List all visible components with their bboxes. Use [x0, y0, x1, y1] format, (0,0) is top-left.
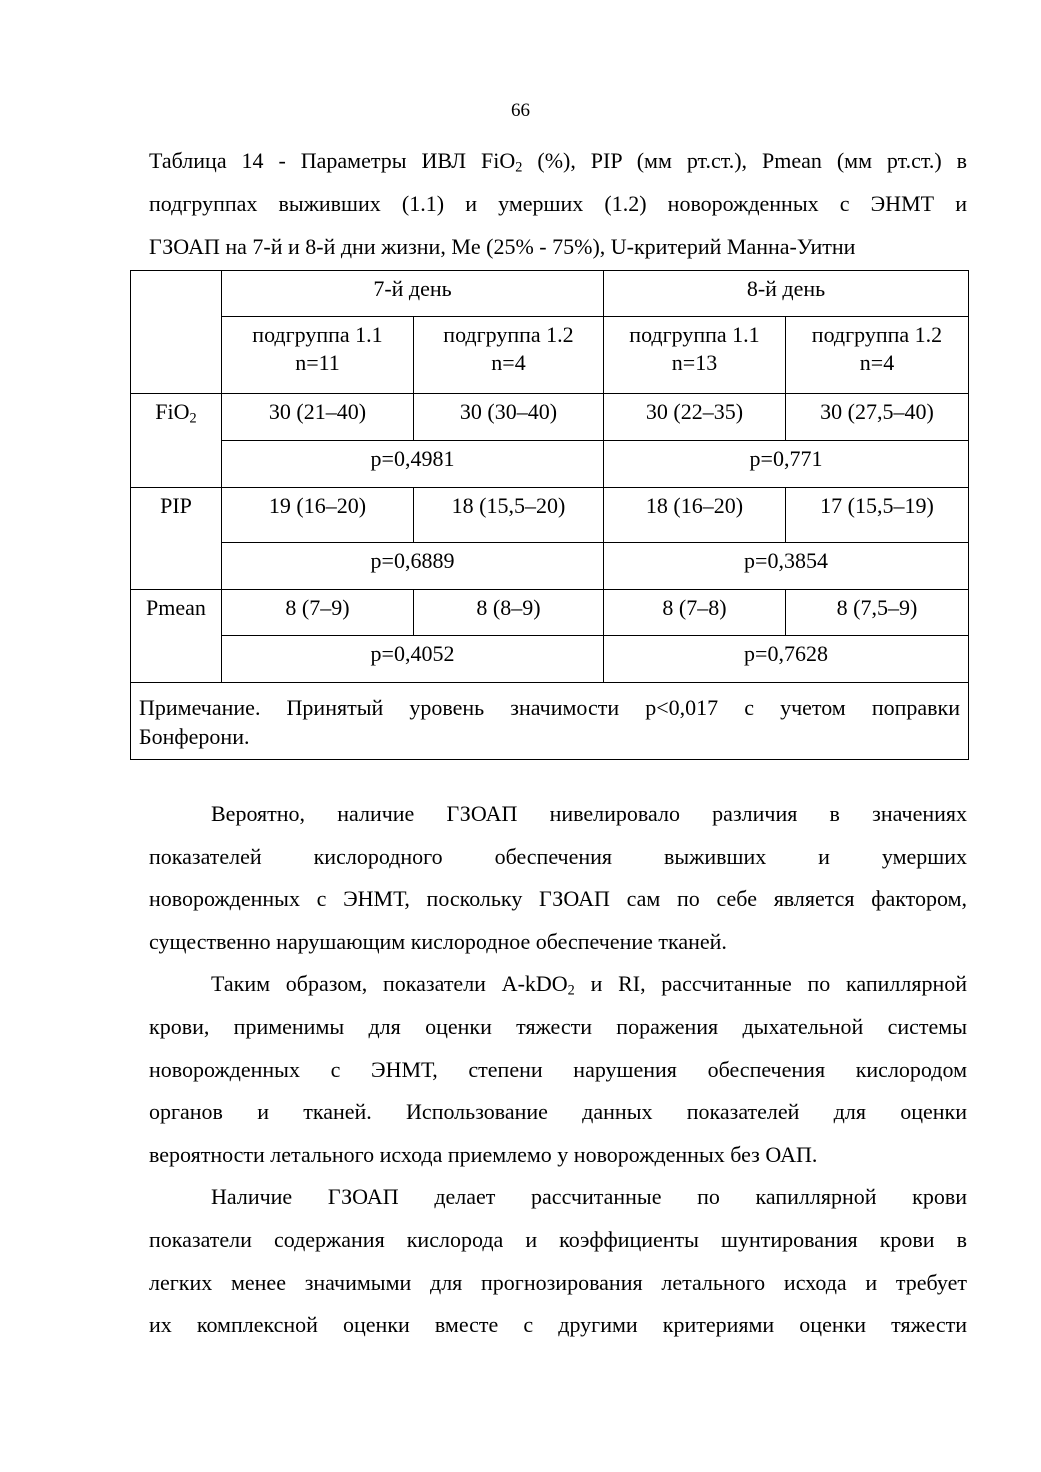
value-cell: 30 (22–35) — [604, 394, 786, 441]
p-value-cell: p=0,771 — [604, 441, 969, 488]
header-day-7: 7-й день — [222, 271, 604, 317]
p-value-cell: p=0,7628 — [604, 636, 969, 683]
header-group-cell: подгруппа 1.2 n=4 — [414, 317, 604, 394]
body-text — [149, 793, 967, 1347]
paragraph-line: существенно нарушающим кислородное обеспечение тканей. — [149, 928, 727, 954]
table-caption — [149, 139, 967, 268]
paragraph-line: вероятности летального исхода приемлемо у новорожденных без ОАП. — [149, 1141, 818, 1167]
value-cell: 8 (7,5–9) — [786, 590, 969, 636]
value-cell: 8 (7–8) — [604, 590, 786, 636]
value-cell: 19 (16–20) — [222, 488, 414, 543]
paragraph-line: новорожденных с ЭНМТ, поскольку ГЗОАП сам по себе является фактором, — [149, 886, 967, 912]
paragraph-line: крови, применимы для оценки тяжести поражения дыхательной системы — [149, 1013, 967, 1039]
row-label-pip: PIP — [131, 488, 222, 590]
paragraph-line: показателей кислородного обеспечения выживших и умерших — [149, 843, 967, 869]
row-label-fio2: FiO$_2$ — [131, 394, 222, 488]
paragraph-line: Таким образом, показатели A-kDO$_2$ и RI, рассчитанные по капиллярной — [211, 971, 967, 999]
value-cell: 8 (7–9) — [222, 590, 414, 636]
value-cell: 30 (27,5–40) — [786, 394, 969, 441]
paragraph-line: легких менее значимыми для прогнозирования летального исхода и требует — [149, 1269, 967, 1295]
p-value-cell: p=0,4052 — [222, 636, 604, 683]
parameters-table — [130, 270, 969, 760]
paragraph-line: показатели содержания кислорода и коэффициенты шунтирования крови в — [149, 1226, 967, 1252]
caption-line-3: ГЗОАП на 7-й и 8-й дни жизни, Me (25% - 75%), U-критерий Манна-Уитни — [149, 234, 856, 259]
header-group-cell: подгруппа 1.2 n=4 — [786, 317, 969, 394]
page-number: 66 — [511, 100, 530, 121]
caption-line-1: Таблица 14 - Параметры ИВЛ FiO$_2$ (%), PIP (мм рт.ст.), Pmean (мм рт.ст.) в — [149, 148, 967, 176]
value-cell: 30 (30–40) — [414, 394, 604, 441]
value-cell: 18 (16–20) — [604, 488, 786, 543]
table-note: Примечание. Принятый уровень значимости p<0,017 с учетом поправки Бонферони. — [131, 683, 969, 760]
paragraph-line: Вероятно, наличие ГЗОАП нивелировало различия в значениях — [211, 801, 967, 826]
caption-line-2: подгруппах выживших (1.1) и умерших (1.2) новорожденных с ЭНМТ и — [149, 191, 967, 216]
p-value-cell: p=0,3854 — [604, 543, 969, 590]
p-value-cell: p=0,6889 — [222, 543, 604, 590]
empty-corner-cell — [131, 271, 222, 394]
value-cell: 18 (15,5–20) — [414, 488, 604, 543]
header-group-cell: подгруппа 1.1 n=13 — [604, 317, 786, 394]
paragraph-line: органов и тканей. Использование данных показателей для оценки — [149, 1099, 967, 1125]
paragraph-line: их комплексной оценки вместе с другими критериями оценки тяжести — [149, 1312, 967, 1338]
value-cell: 17 (15,5–19) — [786, 488, 969, 543]
p-value-cell: p=0,4981 — [222, 441, 604, 488]
header-group-cell: подгруппа 1.1 n=11 — [222, 317, 414, 394]
value-cell: 8 (8–9) — [414, 590, 604, 636]
paragraph-line: новорожденных с ЭНМТ, степени нарушения обеспечения кислородом — [149, 1056, 967, 1082]
header-day-8: 8-й день — [604, 271, 969, 317]
row-label-pmean: Pmean — [131, 590, 222, 683]
paragraph-line: Наличие ГЗОАП делает рассчитанные по капиллярной крови — [211, 1184, 967, 1210]
value-cell: 30 (21–40) — [222, 394, 414, 441]
